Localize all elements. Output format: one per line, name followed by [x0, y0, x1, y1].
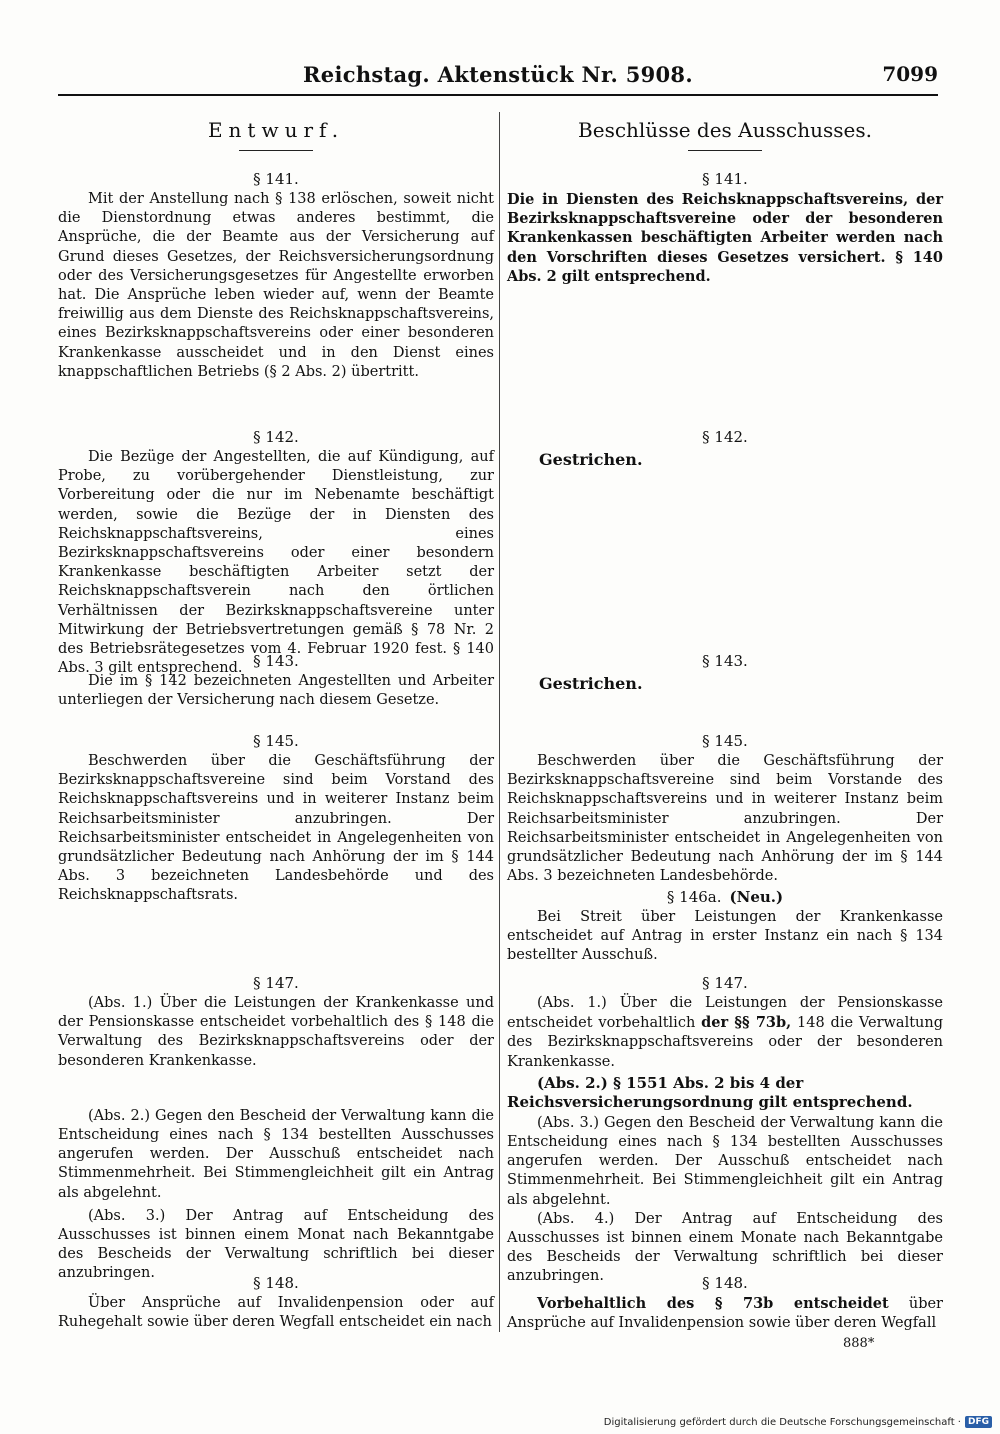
sheet-number: 888* [843, 1336, 875, 1351]
right-section-145 [507, 732, 943, 886]
dfg-logo: DFG [965, 1416, 992, 1428]
absatz-2: (Abs. 2.) Gegen den Bescheid der Verwaltung kann die Entscheidung eines nach § 134 bestellten Ausschusses angerufen werden. Der Ausschuß entscheidet nach Stimmenmehrheit. Bei Stimmengleichheit gilt ein Antrag als abgelehnt. [58, 1107, 494, 1201]
section-heading [507, 888, 943, 906]
left-section-148 [58, 1274, 494, 1332]
left-section-141 [58, 170, 494, 382]
left-section-147 [58, 974, 494, 1284]
section-text-rest: über Ansprüche auf Invalidenpension sowie über deren Wegfall [507, 1296, 943, 1332]
credit-text: Digitalisierung gefördert durch die Deutsche Forschungsgemeinschaft · [603, 1416, 961, 1428]
absatz-1-bold: der §§ 73b, [701, 1014, 792, 1032]
right-section-146a [507, 888, 943, 966]
section-heading: § 143. [702, 652, 748, 670]
section-text: Die in Diensten des Reichsknappschaftsvereins, der Bezirksknappschaftsvereine oder der besonderen Krankenkassen beschäftigten Arbeiter werden nach den Vorschriften dieses Gesetzes versichert. § 140 Abs. 2 gilt entsprechend. [507, 191, 943, 285]
section-text [507, 1294, 943, 1333]
right-section-143 [507, 652, 943, 693]
left-section-142 [58, 428, 494, 678]
section-number: § 146a. [666, 888, 722, 906]
right-column [507, 112, 943, 1332]
section-heading: § 147. [253, 974, 299, 992]
section-text: Die im § 142 bezeichneten Angestellten und Arbeiter unterliegen der Versicherung nach diesem Gesetze. [58, 673, 494, 709]
section-text: Mit der Anstellung nach § 138 erlöschen, soweit nicht die Dienstordnung etwas anderes bestimmt, die Ansprüche, die der Beamte aus der Versicherung auf Grund dieses Gesetzes, der Reichsversicherungsordnung oder des Versicherungsgesetzes für Angestellte erworben hat. Die Ansprüche leben wieder auf, wenn der Beamte freiwillig aus dem Dienste des Reichsknappschaftsvereins, eines Bezirksknappschaftsvereins oder einer besonderen Krankenkasse ausscheidet und in den Dienst eines knappschaftlichen Betriebs (§ 2 Abs. 2) übertritt. [58, 191, 494, 380]
right-section-148 [507, 1274, 943, 1333]
section-text: Die Bezüge der Angestellten, die auf Kündigung, auf Probe, zu vorübergehender Dienstleistung, zur Vorbereitung oder die nur im Nebenamte beschäftigt werden, sowie die Bezüge der in Diensten des Reichsknappschaftsvereins, eines Bezirksknappschaftsvereins oder einer besondern Krankenkasse beschäftigten Arbeiter setzt der Reichsknappschaftsverein nach den örtlichen Verhältnissen der Bezirksknappschaftsvereine unter Mitwirkung der Betriebsvertretungen gemäß § 78 Nr. 2 des Betriebsrätegesetzes vom 4. Februar 1920 fest. § 140 Abs. 3 gilt entsprechend. [58, 449, 494, 677]
section-heading: § 148. [702, 1274, 748, 1292]
absatz-3: (Abs. 3.) Gegen den Bescheid der Verwaltung kann die Entscheidung eines nach § 134 bestellten Ausschusses angerufen werden. Der Ausschuß entscheidet nach Stimmenmehrheit. Bei Stimmengleichheit gilt ein Antrag als abgelehnt. [507, 1114, 943, 1208]
new-marker: (Neu.) [729, 888, 784, 906]
absatz-2: (Abs. 2.) § 1551 Abs. 2 bis 4 der Reichsversicherungsordnung gilt entsprechend. [507, 1073, 913, 1111]
struck-note: Gestrichen. [539, 450, 643, 469]
page-number: 7099 [882, 62, 938, 86]
section-heading: § 141. [702, 170, 748, 188]
section-heading: § 147. [702, 974, 748, 992]
title-rule [688, 150, 762, 151]
absatz-4: (Abs. 4.) Der Antrag auf Entscheidung des Ausschusses ist binnen einem Monate nach Bekanntgabe des Bescheids der Verwaltung schriftlich bei dieser anzubringen. [507, 1210, 943, 1285]
section-text: Über Ansprüche auf Invalidenpension oder auf Ruhegehalt sowie über deren Wegfall entscheidet ein nach [58, 1295, 494, 1331]
right-section-141 [507, 170, 943, 286]
footer-credit [604, 1416, 992, 1428]
section-heading: § 145. [702, 732, 748, 750]
left-column-title: Entwurf. [207, 118, 345, 142]
page-header [58, 62, 938, 92]
right-section-147 [507, 974, 943, 1287]
right-column-title: Beschlüsse des Ausschusses. [578, 118, 872, 142]
column-divider [499, 112, 500, 1332]
absatz-3: (Abs. 3.) Der Antrag auf Entscheidung des Ausschusses ist binnen einem Monat nach Bekanntgabe des Bescheids der Verwaltung schriftlich bei dieser anzubringen. [58, 1207, 494, 1282]
left-column [58, 112, 494, 1331]
right-section-142 [507, 428, 943, 469]
section-heading: § 148. [253, 1274, 299, 1292]
absatz-1: (Abs. 1.) Über die Leistungen der Krankenkasse und der Pensionskasse entscheidet vorbehaltlich des § 148 die Verwaltung des Bezirksknappschaftsvereins oder der besonderen Krankenkasse. [58, 995, 494, 1069]
section-heading: § 142. [702, 428, 748, 446]
absatz-1-post: 148 die Verwaltung des Bezirksknappschaftsvereins oder der besonderen Krankenkasse. [507, 1015, 943, 1070]
section-text: Beschwerden über die Geschäftsführung der Bezirksknappschaftsvereine sind beim Vorstande des Reichsknappschaftsvereins und in weiterer Instanz beim Reichsarbeitsminister anzubringen. Der Reichsarbeitsminister entscheidet in Angelegenheiten von grundsätzlicher Bedeutung nach Anhörung der im § 144 Abs. 3 bezeichneten Landesbehörde. [507, 753, 943, 885]
section-heading: § 143. [253, 652, 299, 670]
title-rule [239, 150, 313, 151]
header-rule [58, 94, 938, 96]
left-section-143 [58, 652, 494, 710]
section-heading: § 142. [253, 428, 299, 446]
section-heading: § 145. [253, 732, 299, 750]
header-title: Reichstag. Aktenstück Nr. 5908. [303, 62, 693, 87]
struck-note: Gestrichen. [539, 674, 643, 693]
section-text: Beschwerden über die Geschäftsführung der Bezirksknappschaftsvereine sind beim Vorstand des Reichsknappschaftsvereins und in weiterer Instanz beim Reichsarbeitsminister anzubringen. Der Reichsarbeitsminister entscheidet in Angelegenheiten von grundsätzlicher Bedeutung nach Anhörung der im § 144 Abs. 3 bezeichneten Landesbehörde und des Reichsknappschaftsrats. [58, 753, 494, 904]
absatz-1 [507, 994, 943, 1072]
section-heading: § 141. [253, 170, 299, 188]
left-section-145 [58, 732, 494, 906]
section-text: Bei Streit über Leistungen der Krankenkasse entscheidet auf Antrag in erster Instanz ein nach § 134 bestellter Ausschuß. [507, 909, 943, 964]
section-text-bold: Vorbehaltlich des § 73b entscheidet [537, 1295, 889, 1312]
absatz-1-pre: (Abs. 1.) Über die Leistungen der Pensionskasse entscheidet vorbehaltlich [507, 995, 943, 1032]
